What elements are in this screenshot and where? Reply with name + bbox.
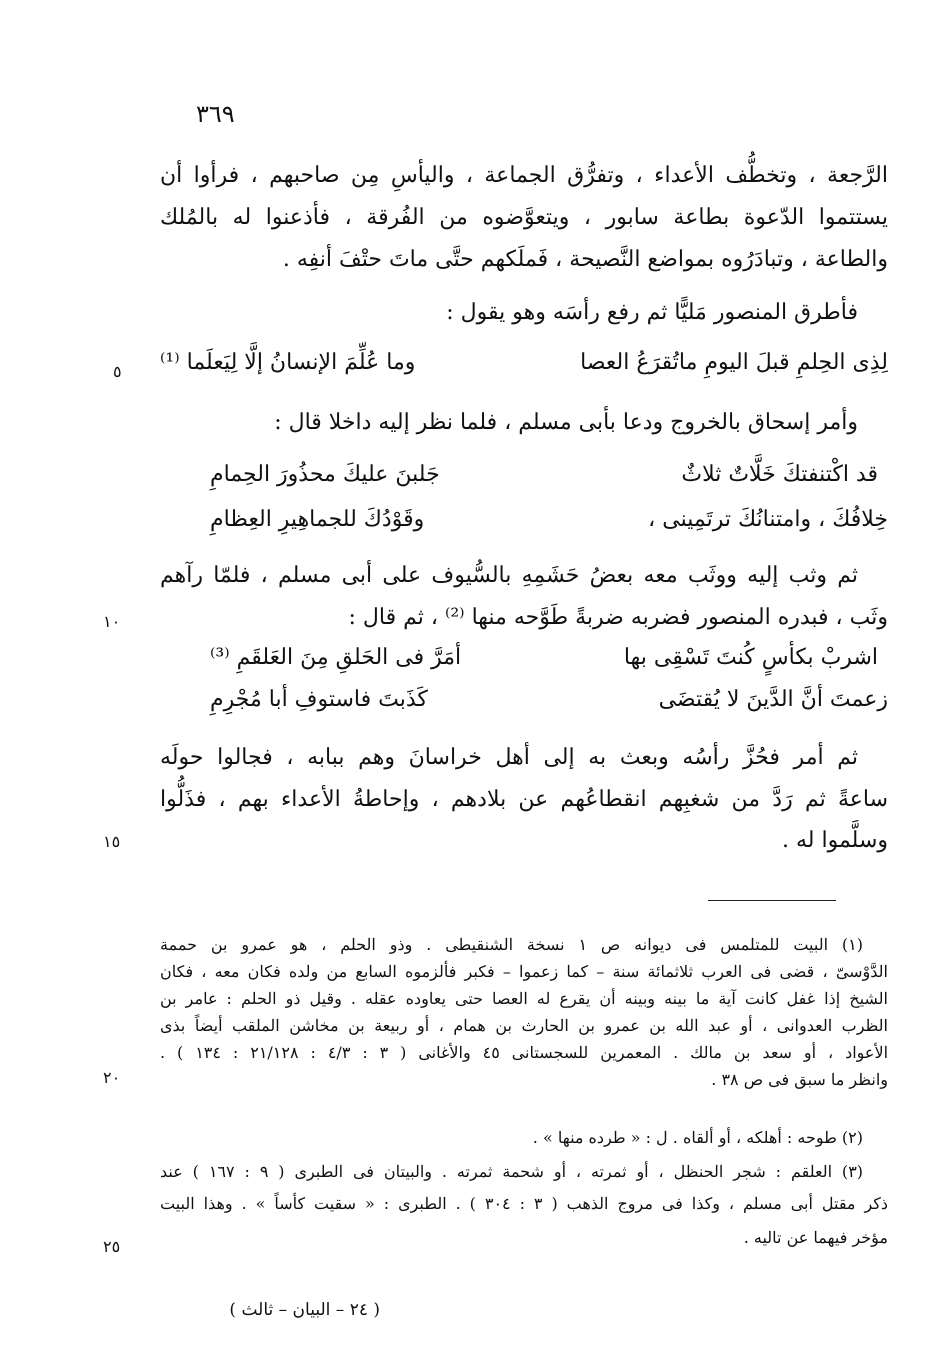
verse-hemistich: وقَوْدُكَ للجماهِيرِ العِظامِ xyxy=(210,507,425,532)
line-number-marker: ١٠ xyxy=(103,612,121,631)
footnote-line: (٣) العلقم : شجر الحنظل ، أو ثمرته ، أو شحمة ثمرته . والبيتان فى الطبرى ( ٩ : ١٦٧ ) عند xyxy=(160,1162,864,1181)
footnote-line: مؤخر فيهما عن تاليه . xyxy=(743,1228,888,1247)
verse-hemistich: جَلبنَ عليكَ محذُورَ الحِمامِ xyxy=(210,462,440,487)
body-line: ثم أمر فحُزَّ رأسُه وبعث به إلى أهل خراسانَ وهم ببابه ، فجالوا حولَه xyxy=(160,745,858,770)
verse-hemistich: كَذَبتَ فاستوفِ أبا مُجْرِمِ xyxy=(210,687,428,712)
verse-hemistich: وما عُلِّمَ الإنسانُ إلَّا لِيَعلَما ⁽¹⁾ xyxy=(160,350,416,375)
footnote-line: وانظر ما سبق فى ص ٣٨ . xyxy=(711,1070,888,1089)
footnote-line: (١) البيت للمتلمس فى ديوانه ص ١ نسخة الشنقيطى . وذو الحلم ، هو عمرو بن حممة xyxy=(160,935,863,954)
body-line: ساعةً ثم رَدَّ من شغبِهم انقطاعُهم عن بلادهم ، وإحاطةُ الأعداء بهم ، فذَلُّوا xyxy=(160,787,889,812)
footnote-line: الظرب العدوانى ، أو عبد الله بن عمرو بن الحارث بن همام ، أو ربيعة بن مخاشن الملقب أيضاً بذى xyxy=(160,1016,889,1035)
verse-hemistich: زعمتَ أنَّ الدَّينَ لا يُقتضَى xyxy=(658,687,888,712)
line-number-marker: ٥ xyxy=(113,362,122,381)
verse-hemistich: أمَرَّ فى الحَلقِ مِنَ العَلقَمِ ⁽³⁾ xyxy=(210,645,462,670)
body-line: يستتموا الدّعوة بطاعة سابور ، ويتعوَّضوه من الفُرقة ، فأذعنوا له بالمُلك xyxy=(160,205,888,230)
verse-hemistich: قد اكْتنفتكَ خَلَّاتٌ ثلاثٌ xyxy=(681,462,878,487)
footnote-line: الدَّوْسىّ ، قضى فى العرب ثلاثمائة سنة – كما زعموا – فكبر فألزموه السابع من ولده فكان معه ، فكان xyxy=(160,962,889,981)
page-number: ٣٦٩ xyxy=(196,100,235,128)
footnote-line: ذكر مقتل أبى مسلم ، وكذا فى مروج الذهب ( ٣ : ٣٠٤ ) . الطبرى : « سقيت كأساً » . وهذا البيت xyxy=(160,1194,889,1213)
body-line: وأمر إسحاق بالخروج ودعا بأبى مسلم ، فلما نظر إليه داخلا قال : xyxy=(274,410,858,435)
verse-hemistich: خِلافُكَ ، وامتنانُكَ ترتَمِينى ، xyxy=(648,507,888,532)
footnote-line: الأعواد ، أو سعد بن مالك . المعمرين للسجستانى ٤٥ والأغانى ( ٣ : ٤/٣ : ٢١/١٢٨ : ١٣٤ ) . xyxy=(160,1043,889,1062)
body-line: ثم وثب إليه ووثَب معه بعضُ حَشَمِهِ بالسُّيوف على أبى مسلم ، فلمّا رآهم xyxy=(160,563,858,588)
body-line: والطاعة ، وتبادَرُوه بمواضع النَّصيحة ، فَملَكهم حتَّى ماتَ حتْفَ أنفِه . xyxy=(282,247,888,272)
line-number-marker: ١٥ xyxy=(103,832,121,851)
line-number-marker: ٢٠ xyxy=(103,1068,121,1087)
verse-hemistich: اشربْ بكأسٍ كُنتَ تَسْقِى بها xyxy=(623,645,878,670)
footnote-line: الشيخ إذا غفل كانت آية ما بينه وبينه أن يقرع له العصا حتى يعاوده عقله . وقيل ذو الحلم : عامر بن xyxy=(160,989,888,1008)
verse-hemistich: لِذِى الحِلمِ قبلَ اليومِ ماتُقرَعُ العصا xyxy=(580,350,888,375)
body-line: وسلَّموا له . xyxy=(781,828,888,853)
line-number-marker: ٢٥ xyxy=(103,1237,121,1256)
footnote-separator xyxy=(708,900,836,901)
footnote-line: (٢) طوحه : أهلكه ، أو ألقاه . ل : « طرده منها » . xyxy=(532,1128,863,1147)
signature-mark: ( ٢٤ – البيان – ثالث ) xyxy=(229,1300,380,1320)
body-line: الرَّجعة ، وتخطُّف الأعداء ، وتفرُّق الجماعة ، واليأسِ مِن صاحبهم ، فرأوا أن xyxy=(160,163,888,188)
body-line: وثَب ، فبدره المنصور فضربه ضربةً طَوَّحه منها ⁽²⁾ ، ثم قال : xyxy=(348,605,888,630)
body-line: فأطرق المنصور مَليًّا ثم رفع رأسَه وهو يقول : xyxy=(446,300,858,325)
